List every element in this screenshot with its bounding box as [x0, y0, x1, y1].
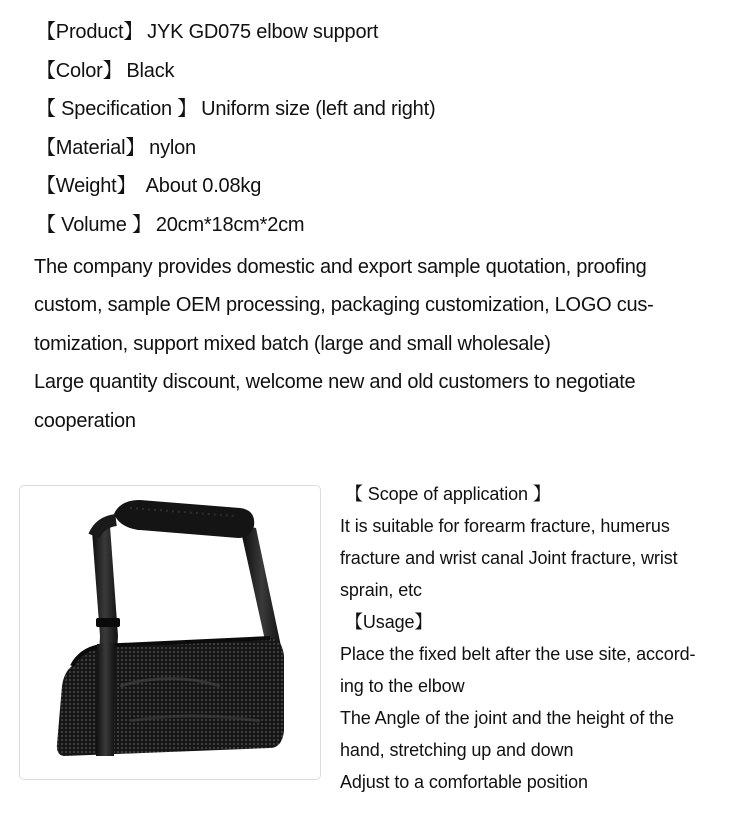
- spec-value: Uniform size (left and right): [201, 98, 436, 120]
- intro-line: Large quantity discount, welcome new and old customers to negotiate: [34, 371, 636, 394]
- spec-material: [36, 133, 435, 172]
- spec-list: [36, 17, 435, 248]
- spec-label: 【 Specification 】: [36, 98, 198, 120]
- spec-specification: [36, 94, 435, 133]
- scope-line: It is suitable for forearm fracture, humerus: [340, 516, 670, 536]
- product-image-card: [19, 485, 321, 780]
- usage-line: The Angle of the joint and the height of the: [340, 708, 674, 728]
- spec-label: 【 Volume 】: [36, 213, 152, 236]
- intro-line: tomization, support mixed batch (large and small wholesale): [34, 332, 551, 355]
- usage-heading: 【Usage】: [345, 612, 433, 632]
- usage-line: ing to the elbow: [340, 676, 465, 696]
- spec-label: 【Product】: [36, 21, 144, 43]
- usage-line: hand, stretching up and down: [340, 740, 574, 760]
- intro-line: The company provides domestic and export sample quotation, proofing: [34, 256, 647, 278]
- spec-volume: [36, 210, 435, 249]
- usage-line: Adjust to a comfortable position: [340, 772, 588, 792]
- spec-color: [36, 56, 435, 95]
- arm-sling-image: [20, 486, 320, 778]
- spec-value: About 0.08kg: [140, 175, 262, 197]
- spec-label: 【Weight】: [36, 175, 137, 197]
- spec-label: 【Color】: [36, 59, 123, 82]
- scope-line: sprain, etc: [340, 580, 422, 600]
- company-intro: [34, 248, 734, 440]
- spec-value: 20cm*18cm*2cm: [155, 213, 305, 236]
- spec-weight: [36, 171, 435, 210]
- spec-label: 【Material】: [36, 136, 146, 159]
- scope-line: fracture and wrist canal Joint fracture, wrist: [340, 548, 678, 568]
- spec-value: Black: [126, 59, 175, 82]
- details-column: [340, 478, 740, 798]
- spec-value: nylon: [149, 136, 196, 159]
- intro-line: custom, sample OEM processing, packaging customization, LOGO cus-: [34, 294, 654, 317]
- scope-heading: 【 Scope of application 】: [345, 484, 551, 504]
- usage-line: Place the fixed belt after the use site, accord-: [340, 644, 696, 664]
- intro-line: cooperation: [34, 409, 136, 432]
- spec-product: [36, 17, 435, 56]
- spec-value: JYK GD075 elbow support: [147, 21, 379, 43]
